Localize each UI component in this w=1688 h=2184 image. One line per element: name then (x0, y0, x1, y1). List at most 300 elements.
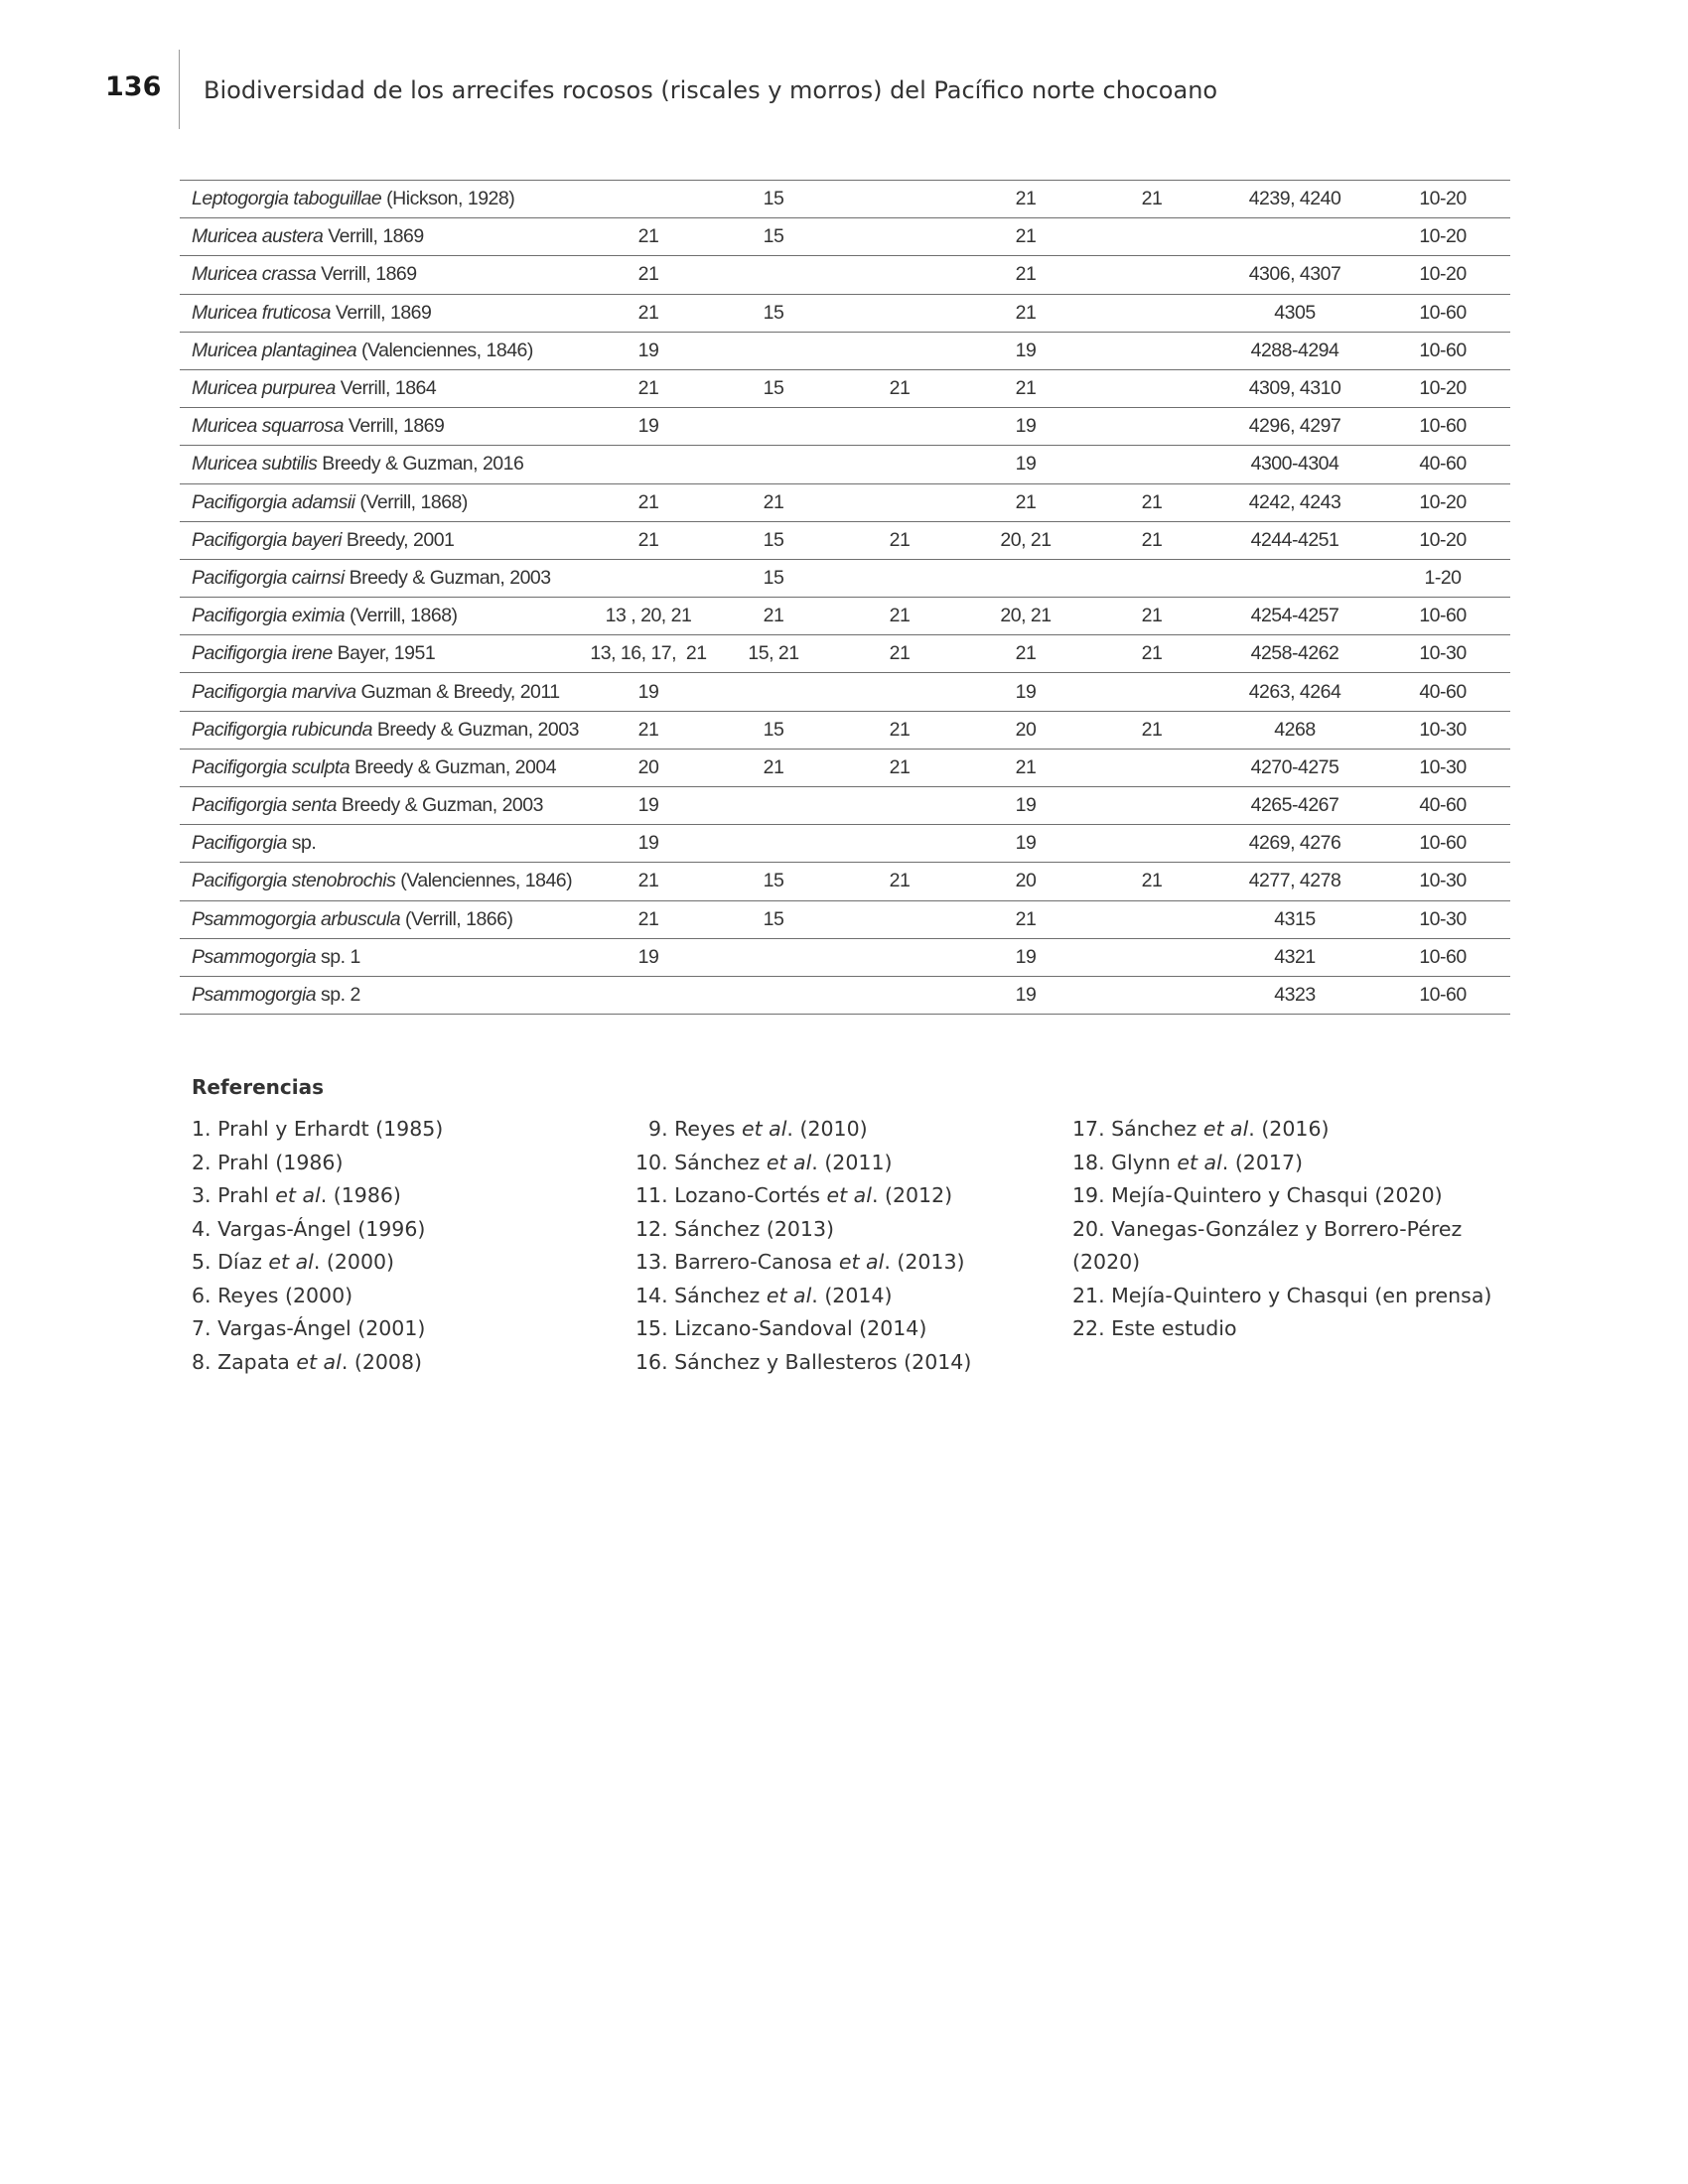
table-cell-c3 (837, 218, 962, 256)
page-header (0, 0, 1688, 139)
reference-pre: 1. Prahl y Erhardt (1985) (192, 1117, 444, 1141)
species-name-cell (180, 598, 587, 635)
table-cell-c1: 21 (587, 483, 710, 521)
species-binomial: Pacifigorgia stenobrochis (192, 870, 396, 892)
table-cell-c5 (1089, 938, 1214, 976)
reference-italic: et al (766, 1150, 812, 1174)
reference-pre: 4. Vargas-Ángel (1996) (192, 1216, 426, 1241)
table-cell-c1: 13 , 20, 21 (587, 598, 710, 635)
species-table (180, 180, 1510, 1015)
table-cell-c4: 21 (962, 900, 1089, 938)
reference-post: . (2012) (871, 1183, 953, 1207)
species-name-cell (180, 787, 587, 825)
species-name-cell (180, 294, 587, 332)
reference-pre: 15. Lizcano-Sandoval (2014) (635, 1316, 927, 1340)
table-cell-c6: 4268 (1214, 711, 1375, 749)
table-cell-c3: 21 (837, 635, 962, 673)
table-cell-c2 (710, 938, 837, 976)
table-cell-c7: 40-60 (1375, 787, 1510, 825)
table-cell-c7: 10-30 (1375, 711, 1510, 749)
species-name-cell (180, 559, 587, 597)
reference-post: . (2013) (884, 1250, 965, 1274)
table-cell-c1: 21 (587, 218, 710, 256)
table-cell-c6: 4323 (1214, 976, 1375, 1014)
reference-pre: 14. Sánchez (635, 1283, 767, 1307)
table-cell-c4: 19 (962, 938, 1089, 976)
table-cell-c5 (1089, 218, 1214, 256)
species-binomial: Pacifigorgia bayeri (192, 528, 342, 551)
species-authority: Verrill, 1869 (316, 263, 417, 286)
reference-italic: et al (1177, 1150, 1222, 1174)
species-binomial: Muricea fruticosa (192, 301, 331, 324)
table-cell-c1: 21 (587, 521, 710, 559)
table-row (180, 787, 1510, 825)
species-name-cell (180, 521, 587, 559)
species-authority: Bayer, 1951 (332, 642, 436, 665)
species-authority: Verrill, 1869 (323, 225, 424, 248)
species-name-cell (180, 749, 587, 786)
species-authority: sp. 2 (316, 984, 360, 1007)
table-cell-c2: 15 (710, 521, 837, 559)
table-cell-c2 (710, 256, 837, 294)
species-authority: Breedy & Guzman, 2003 (344, 566, 551, 589)
reference-item (635, 1213, 1072, 1247)
species-authority: (Verrill, 1868) (345, 605, 458, 627)
table-row (180, 181, 1510, 218)
table-cell-c1: 19 (587, 787, 710, 825)
table-cell-c3: 21 (837, 369, 962, 407)
table-cell-c3 (837, 825, 962, 863)
table-cell-c7: 40-60 (1375, 673, 1510, 711)
references-heading: Referencias (192, 1075, 325, 1099)
table-cell-c6: 4306, 4307 (1214, 256, 1375, 294)
species-name-cell (180, 218, 587, 256)
table-cell-c6: 4315 (1214, 900, 1375, 938)
species-binomial: Pacifigorgia (192, 832, 287, 855)
table-cell-c2: 15 (710, 711, 837, 749)
reference-italic: et al (1202, 1117, 1249, 1141)
table-cell-c3 (837, 787, 962, 825)
table-cell-c5: 21 (1089, 598, 1214, 635)
species-authority: Breedy & Guzman, 2016 (317, 453, 524, 476)
reference-pre: 9. Reyes (635, 1117, 742, 1141)
table-cell-c1: 13, 16, 17, 21 (587, 635, 710, 673)
table-cell-c6: 4321 (1214, 938, 1375, 976)
table-cell-c4: 19 (962, 673, 1089, 711)
species-authority: sp. (286, 832, 317, 855)
reference-pre: 19. Mejía-Quintero y Chasqui (2020) (1072, 1183, 1443, 1207)
table-cell-c7: 10-20 (1375, 256, 1510, 294)
reference-pre: 12. Sánchez (2013) (635, 1216, 835, 1241)
reference-item (635, 1179, 1072, 1213)
reference-italic: et al (296, 1349, 342, 1374)
table-cell-c2: 15, 21 (710, 635, 837, 673)
table-cell-c3 (837, 256, 962, 294)
table-cell-c5 (1089, 673, 1214, 711)
reference-post: . (2011) (811, 1150, 893, 1174)
table-cell-c3 (837, 673, 962, 711)
table-cell-c4: 21 (962, 635, 1089, 673)
reference-item (1072, 1213, 1489, 1247)
table-cell-c7: 10-60 (1375, 598, 1510, 635)
table-cell-c4: 19 (962, 976, 1089, 1014)
table-cell-c6: 4296, 4297 (1214, 408, 1375, 446)
species-name-cell (180, 900, 587, 938)
table-row (180, 559, 1510, 597)
table-cell-c2: 15 (710, 863, 837, 900)
table-cell-c3: 21 (837, 863, 962, 900)
reference-item (1072, 1280, 1492, 1313)
table-cell-c3 (837, 181, 962, 218)
table-cell-c4: 19 (962, 446, 1089, 483)
reference-pre: 16. Sánchez y Ballesteros (2014) (635, 1349, 972, 1374)
reference-italic: et al (838, 1250, 885, 1274)
reference-pre: 5. Díaz (192, 1250, 269, 1274)
species-binomial: Muricea crassa (192, 263, 317, 286)
table-cell-c3 (837, 900, 962, 938)
table-cell-c1: 19 (587, 938, 710, 976)
species-binomial: Pacifigorgia cairnsi (192, 566, 345, 589)
reference-item (1072, 1179, 1489, 1213)
species-authority: Breedy & Guzman, 2004 (350, 755, 557, 778)
table-cell-c2 (710, 787, 837, 825)
table-row (180, 825, 1510, 863)
table-cell-c4: 21 (962, 181, 1089, 218)
table-cell-c1: 21 (587, 900, 710, 938)
table-cell-c1: 19 (587, 825, 710, 863)
reference-pre: 13. Barrero-Canosa (635, 1250, 839, 1274)
species-authority: (Valenciennes, 1846) (395, 870, 573, 892)
species-binomial: Muricea plantaginea (192, 339, 357, 361)
references-column-1 (192, 1113, 635, 1379)
species-binomial: Pacifigorgia irene (192, 642, 333, 665)
table-cell-c4 (962, 559, 1089, 597)
reference-item (192, 1147, 635, 1180)
table-row (180, 369, 1510, 407)
table-cell-c5: 21 (1089, 181, 1214, 218)
table-cell-c7: 1-20 (1375, 559, 1510, 597)
table-row (180, 938, 1510, 976)
references-section (192, 1075, 1522, 1379)
species-authority: (Valenciennes, 1846) (356, 339, 533, 361)
table-cell-c1: 19 (587, 408, 710, 446)
species-authority: Guzman & Breedy, 2011 (355, 680, 560, 703)
reference-italic: et al (741, 1117, 787, 1141)
reference-post: . (2016) (1248, 1117, 1330, 1141)
references-column-2 (635, 1113, 1072, 1379)
table-cell-c1: 21 (587, 256, 710, 294)
table-cell-c7: 10-60 (1375, 294, 1510, 332)
reference-pre: 22. Este estudio (1072, 1316, 1237, 1340)
table-cell-c7: 10-20 (1375, 521, 1510, 559)
reference-italic: et al (268, 1250, 314, 1274)
table-cell-c7: 10-60 (1375, 825, 1510, 863)
table-cell-c1: 21 (587, 711, 710, 749)
reference-item (635, 1147, 1072, 1180)
species-name-cell (180, 711, 587, 749)
table-cell-c4: 21 (962, 294, 1089, 332)
header-divider (179, 50, 180, 129)
table-cell-c3 (837, 408, 962, 446)
table-cell-c6 (1214, 559, 1375, 597)
table-cell-c7: 10-60 (1375, 976, 1510, 1014)
table-cell-c5 (1089, 900, 1214, 938)
species-binomial: Pacifigorgia eximia (192, 605, 346, 627)
species-authority: Verrill, 1869 (343, 415, 445, 438)
table-cell-c2 (710, 825, 837, 863)
running-title: Biodiversidad de los arrecifes rocosos (riscales y morros) del Pacífico norte chocoano (204, 76, 1218, 104)
table-cell-c3 (837, 294, 962, 332)
table-cell-c5 (1089, 294, 1214, 332)
reference-item (192, 1113, 635, 1147)
table-cell-c5: 21 (1089, 635, 1214, 673)
species-authority: Breedy & Guzman, 2003 (337, 794, 543, 817)
table-row (180, 483, 1510, 521)
species-name-cell (180, 863, 587, 900)
table-cell-c4: 19 (962, 825, 1089, 863)
table-cell-c3 (837, 938, 962, 976)
table-cell-c2: 21 (710, 749, 837, 786)
table-cell-c5: 21 (1089, 863, 1214, 900)
table-cell-c3 (837, 446, 962, 483)
table-cell-c4: 19 (962, 332, 1089, 369)
table-cell-c5: 21 (1089, 521, 1214, 559)
table-cell-c4: 20 (962, 863, 1089, 900)
table-cell-c5 (1089, 976, 1214, 1014)
table-cell-c6: 4277, 4278 (1214, 863, 1375, 900)
table-row (180, 711, 1510, 749)
table-cell-c6: 4309, 4310 (1214, 369, 1375, 407)
reference-pre: 17. Sánchez (1072, 1117, 1203, 1141)
species-binomial: Leptogorgia taboguillae (192, 188, 382, 210)
table-cell-c3 (837, 976, 962, 1014)
reference-pre: 2. Prahl (1986) (192, 1150, 344, 1174)
reference-pre: 6. Reyes (2000) (192, 1283, 353, 1307)
table-cell-c1: 21 (587, 294, 710, 332)
species-authority: (Hickson, 1928) (381, 188, 515, 210)
table-cell-c4: 19 (962, 787, 1089, 825)
references-columns (192, 1113, 1522, 1379)
table-cell-c5 (1089, 332, 1214, 369)
table-cell-c1 (587, 976, 710, 1014)
table-cell-c7: 10-30 (1375, 635, 1510, 673)
table-cell-c6: 4263, 4264 (1214, 673, 1375, 711)
table-cell-c6: 4300-4304 (1214, 446, 1375, 483)
species-binomial: Pacifigorgia marviva (192, 680, 356, 703)
table-cell-c1: 21 (587, 369, 710, 407)
species-binomial: Pacifigorgia rubicunda (192, 718, 372, 741)
table-cell-c2: 15 (710, 900, 837, 938)
species-binomial: Muricea purpurea (192, 377, 336, 400)
reference-item (192, 1213, 635, 1247)
table-row (180, 446, 1510, 483)
reference-pre: (2020) (1072, 1250, 1141, 1274)
table-cell-c4: 21 (962, 749, 1089, 786)
reference-item (192, 1246, 635, 1280)
table-cell-c4: 20, 21 (962, 598, 1089, 635)
table-cell-c3 (837, 483, 962, 521)
page-number: 136 (105, 71, 162, 102)
table-cell-c7: 10-60 (1375, 408, 1510, 446)
table-cell-c5 (1089, 256, 1214, 294)
reference-italic: et al (826, 1183, 872, 1207)
table-cell-c3 (837, 332, 962, 369)
species-authority: Breedy & Guzman, 2003 (371, 718, 579, 741)
reference-post: . (2014) (811, 1283, 893, 1307)
species-authority: (Verrill, 1866) (400, 907, 513, 930)
table-cell-c7: 10-30 (1375, 900, 1510, 938)
species-binomial: Psammogorgia (192, 945, 317, 968)
table-cell-c5 (1089, 825, 1214, 863)
table-cell-c2: 15 (710, 369, 837, 407)
species-name-cell (180, 483, 587, 521)
table-cell-c3: 21 (837, 521, 962, 559)
reference-pre: 21. Mejía-Quintero y Chasqui (en prensa) (1072, 1283, 1492, 1307)
table-cell-c6 (1214, 218, 1375, 256)
table-cell-c1: 20 (587, 749, 710, 786)
table-cell-c6: 4265-4267 (1214, 787, 1375, 825)
reference-pre: 11. Lozano-Cortés (635, 1183, 827, 1207)
species-name-cell (180, 256, 587, 294)
table-row (180, 673, 1510, 711)
table-cell-c6: 4239, 4240 (1214, 181, 1375, 218)
species-name-cell (180, 369, 587, 407)
table-row (180, 976, 1510, 1014)
species-binomial: Psammogorgia (192, 984, 317, 1007)
table-row (180, 521, 1510, 559)
reference-post: . (1986) (320, 1183, 401, 1207)
table-cell-c6: 4305 (1214, 294, 1375, 332)
table-row (180, 863, 1510, 900)
references-column-3 (1072, 1113, 1492, 1379)
species-name-cell (180, 976, 587, 1014)
reference-item (192, 1312, 635, 1346)
table-cell-c1: 19 (587, 332, 710, 369)
table-cell-c5: 21 (1089, 483, 1214, 521)
table-cell-c2: 21 (710, 598, 837, 635)
reference-pre: 3. Prahl (192, 1183, 276, 1207)
table-row (180, 598, 1510, 635)
table-cell-c3: 21 (837, 749, 962, 786)
table-cell-c1 (587, 446, 710, 483)
table-cell-c5 (1089, 408, 1214, 446)
table-row (180, 900, 1510, 938)
table-cell-c6: 4242, 4243 (1214, 483, 1375, 521)
table-cell-c6: 4258-4262 (1214, 635, 1375, 673)
reference-item (635, 1280, 1072, 1313)
species-name-cell (180, 938, 587, 976)
table-cell-c7: 10-20 (1375, 181, 1510, 218)
species-name-cell (180, 673, 587, 711)
species-binomial: Muricea subtilis (192, 453, 318, 476)
table-cell-c1 (587, 181, 710, 218)
table-cell-c6: 4244-4251 (1214, 521, 1375, 559)
species-name-cell (180, 408, 587, 446)
table-cell-c6: 4269, 4276 (1214, 825, 1375, 863)
species-authority: sp. 1 (316, 945, 360, 968)
table-cell-c7: 10-20 (1375, 218, 1510, 256)
table-cell-c5 (1089, 559, 1214, 597)
table-cell-c2 (710, 332, 837, 369)
reference-item (1072, 1246, 1489, 1280)
table-cell-c4: 20 (962, 711, 1089, 749)
table-row (180, 749, 1510, 786)
table-cell-c5 (1089, 787, 1214, 825)
table-cell-c6: 4270-4275 (1214, 749, 1375, 786)
table-row (180, 332, 1510, 369)
table-cell-c3: 21 (837, 598, 962, 635)
table-cell-c7: 10-20 (1375, 369, 1510, 407)
species-binomial: Muricea squarrosa (192, 415, 344, 438)
reference-italic: et al (275, 1183, 321, 1207)
table-cell-c2 (710, 446, 837, 483)
species-binomial: Pacifigorgia adamsii (192, 490, 355, 513)
table-cell-c5 (1089, 369, 1214, 407)
table-cell-c4: 20, 21 (962, 521, 1089, 559)
table-cell-c1 (587, 559, 710, 597)
species-authority: Verrill, 1864 (335, 377, 437, 400)
table-cell-c1: 21 (587, 863, 710, 900)
species-binomial: Muricea austera (192, 225, 324, 248)
table-cell-c2: 15 (710, 181, 837, 218)
reference-item (192, 1346, 635, 1380)
table-cell-c4: 19 (962, 408, 1089, 446)
reference-item (635, 1346, 1072, 1380)
table-cell-c3 (837, 559, 962, 597)
table-cell-c3: 21 (837, 711, 962, 749)
species-authority: Breedy, 2001 (341, 528, 455, 551)
reference-post: . (2008) (341, 1349, 423, 1374)
reference-post: . (2010) (786, 1117, 868, 1141)
table-cell-c2 (710, 673, 837, 711)
table-cell-c2: 15 (710, 559, 837, 597)
reference-post: . (2000) (313, 1250, 395, 1274)
reference-pre: 20. Vanegas-González y Borrero-Pérez (1072, 1216, 1463, 1241)
species-name-cell (180, 446, 587, 483)
table-row (180, 294, 1510, 332)
species-name-cell (180, 332, 587, 369)
table-cell-c2: 21 (710, 483, 837, 521)
reference-item (1072, 1113, 1489, 1147)
table-row (180, 408, 1510, 446)
reference-italic: et al (766, 1283, 812, 1307)
reference-pre: 10. Sánchez (635, 1150, 767, 1174)
table-cell-c7: 10-30 (1375, 863, 1510, 900)
species-binomial: Pacifigorgia sculpta (192, 755, 351, 778)
reference-item (1072, 1312, 1489, 1346)
table-cell-c2: 15 (710, 218, 837, 256)
species-binomial: Psammogorgia arbuscula (192, 907, 401, 930)
reference-item (635, 1246, 1072, 1280)
species-table-body (180, 181, 1510, 1015)
table-cell-c6: 4288-4294 (1214, 332, 1375, 369)
table-cell-c2 (710, 976, 837, 1014)
table-cell-c5 (1089, 446, 1214, 483)
table-row (180, 256, 1510, 294)
table-row (180, 635, 1510, 673)
reference-pre: 7. Vargas-Ángel (2001) (192, 1316, 426, 1340)
table-cell-c6: 4254-4257 (1214, 598, 1375, 635)
table-cell-c4: 21 (962, 218, 1089, 256)
table-cell-c5 (1089, 749, 1214, 786)
table-cell-c4: 21 (962, 483, 1089, 521)
reference-item (192, 1280, 635, 1313)
species-name-cell (180, 635, 587, 673)
table-row (180, 218, 1510, 256)
table-cell-c7: 40-60 (1375, 446, 1510, 483)
reference-item (1072, 1147, 1489, 1180)
table-cell-c7: 10-60 (1375, 332, 1510, 369)
